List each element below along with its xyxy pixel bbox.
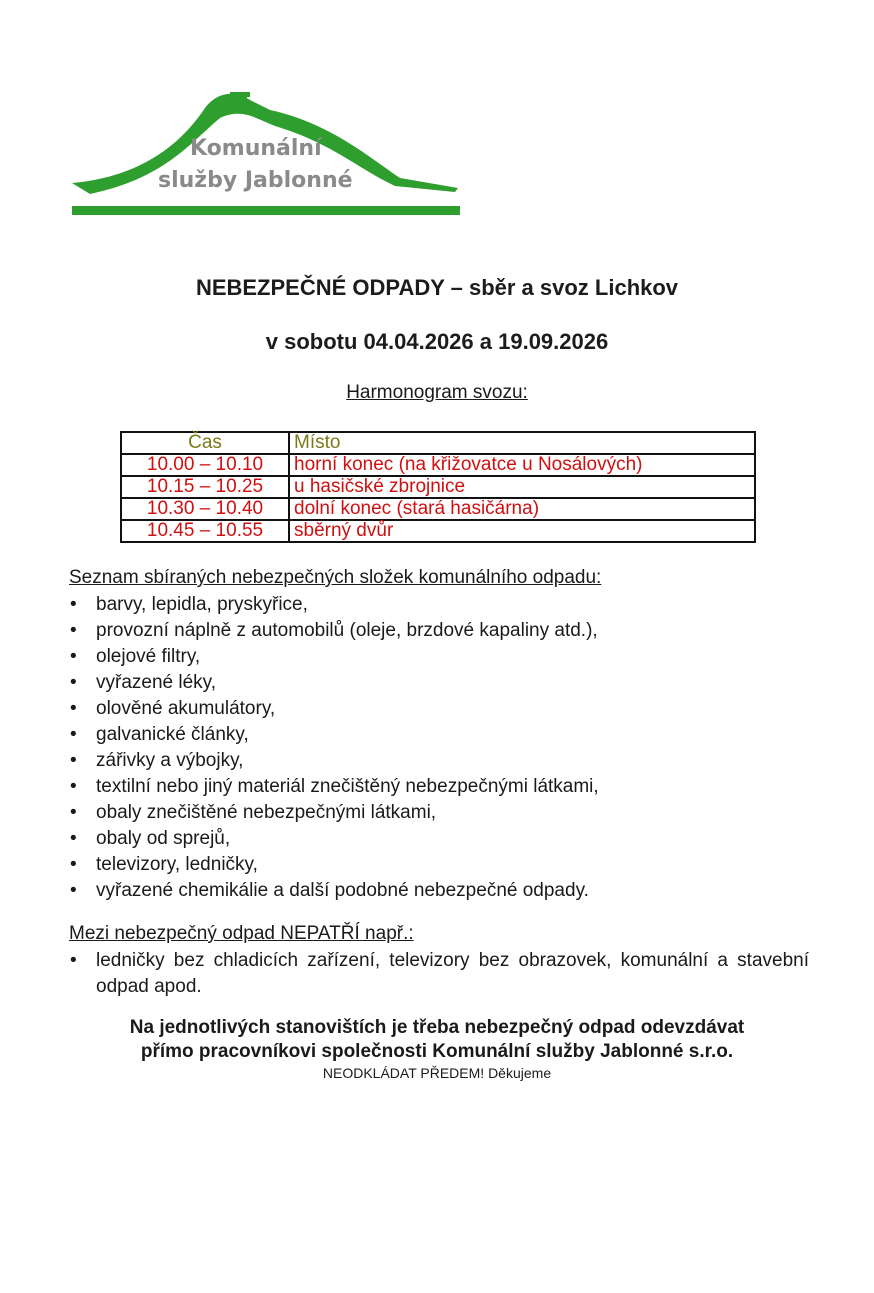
page-title: NEBEZPEČNÉ ODPADY – sběr a svoz Lichkov <box>195 275 679 300</box>
list-item: • provozní náplně z automobilů (oleje, brzdové kapaliny atd.), <box>69 618 599 644</box>
time-cell: 10.15 – 10.25 <box>121 476 289 498</box>
list-item: • olejové filtry, <box>69 644 599 670</box>
excluded-list <box>69 948 809 1000</box>
collected-list <box>69 592 599 904</box>
place-cell: sběrný dvůr <box>289 520 755 542</box>
time-cell: 10.00 – 10.10 <box>121 454 289 476</box>
time-cell: 10.30 – 10.40 <box>121 498 289 520</box>
schedule-title: Harmonogram svozu: <box>346 382 528 403</box>
footer-note: NEODKLÁDAT PŘEDEM! Děkujeme <box>322 1065 552 1081</box>
table-row <box>121 454 755 476</box>
logo-text-line1: Komunální <box>190 136 322 161</box>
header-place: Místo <box>289 432 755 454</box>
place-cell: horní konec (na křižovatce u Nosálových) <box>289 454 755 476</box>
list-item: • obaly od sprejů, <box>69 826 599 852</box>
list-item: • vyřazené léky, <box>69 670 599 696</box>
footer-instruction-line1: Na jednotlivých stanovištích je třeba nebezpečný odpad odevzdávat <box>129 1017 745 1038</box>
excluded-list-title: Mezi nebezpečný odpad NEPATŘÍ např.: <box>69 923 414 944</box>
collection-dates: v sobotu 04.04.2026 a 19.09.2026 <box>265 329 609 354</box>
list-item: • zářivky a výbojky, <box>69 748 599 774</box>
table-row <box>121 498 755 520</box>
time-cell: 10.45 – 10.55 <box>121 520 289 542</box>
schedule-table <box>120 431 756 543</box>
table-row <box>121 476 755 498</box>
list-item: • obaly znečištěné nebezpečnými látkami, <box>69 800 599 826</box>
list-item: • barvy, lepidla, pryskyřice, <box>69 592 599 618</box>
place-cell: dolní konec (stará hasičárna) <box>289 498 755 520</box>
footer-instruction-line2: přímo pracovníkovi společnosti Komunální služby Jablonné s.r.o. <box>140 1041 734 1062</box>
table-header-row <box>121 432 755 454</box>
list-item: • ledničky bez chladicích zařízení, televizory bez obrazovek, komunální a stavební odpad apod. <box>69 948 809 1000</box>
table-row <box>121 520 755 542</box>
collected-list-title: Seznam sbíraných nebezpečných složek komunálního odpadu: <box>69 567 602 588</box>
place-cell: u hasičské zbrojnice <box>289 476 755 498</box>
list-item: • olověné akumulátory, <box>69 696 599 722</box>
company-logo <box>70 88 462 218</box>
list-item: • televizory, ledničky, <box>69 852 599 878</box>
header-time: Čas <box>121 432 289 454</box>
list-item: • galvanické články, <box>69 722 599 748</box>
list-item: • textilní nebo jiný materiál znečištěný nebezpečnými látkami, <box>69 774 599 800</box>
logo-text-line2: služby Jablonné <box>158 168 353 193</box>
list-item: • vyřazené chemikálie a další podobné nebezpečné odpady. <box>69 878 599 904</box>
